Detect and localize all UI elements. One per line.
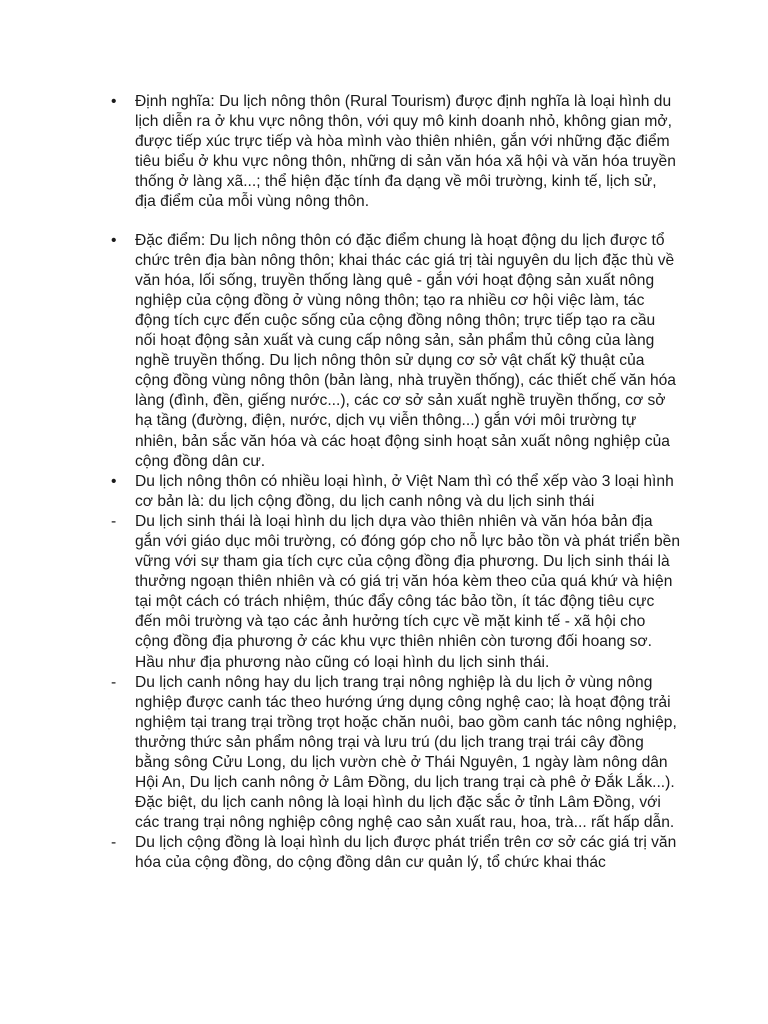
- list-item-ecotourism: [110, 512, 680, 673]
- dash-marker: -: [111, 673, 117, 691]
- paragraph-text: Định nghĩa: Du lịch nông thôn (Rural Tourism) được định nghĩa là loại hình du lịch diễn ra ở khu vực nông thôn, với quy mô kinh doanh nhỏ, không gian mở, được tiếp xúc trực tiếp và hòa mình vào thiên nhiên, gắn với những đặc điểm tiêu biểu ở khu vực nông thôn, những di sản văn hóa xã hội và văn hóa truyền thống ở làng xã...; thể hiện đặc tính đa dạng về môi trường, kinh tế, lịch sử, địa điểm của mỗi vùng nông thôn.: [135, 93, 676, 211]
- paragraph-text: Du lịch nông thôn có nhiều loại hình, ở Việt Nam thì có thể xếp vào 3 loại hình cơ bản là: du lịch cộng đồng, du lịch canh nông và du lịch sinh thái: [135, 472, 674, 510]
- bullet-marker: •: [111, 231, 117, 249]
- list-item-characteristics: [110, 231, 680, 472]
- bullet-marker: •: [111, 472, 117, 490]
- paragraph-text: Du lịch canh nông hay du lịch trang trại nông nghiệp là du lịch ở vùng nông nghiệp được canh tác theo hướng ứng dụng công nghệ cao; là hoạt động trải nghiệm tại trang trại trồng trọt hoặc chăn nuôi, bao gồm canh tác nông nghiệp, thưởng thức sản phẩm nông trại và lưu trú (du lịch trang trại trái cây đồng bằng sông Cửu Long, du lịch vườn chè ở Thái Nguyên, 1 ngày làm nông dân Hội An, Du lịch canh nông ở Lâm Đồng, du lịch trang trại cà phê ở Đắk Lắk...). Đặc biệt, du lịch canh nông là loại hình du lịch đặc sắc ở tỉnh Lâm Đồng, với các trang trại nông nghiệp công nghệ cao sản xuất rau, hoa, trà... rất hấp dẫn.: [135, 673, 677, 832]
- dash-marker: -: [111, 834, 117, 852]
- paragraph-gap: [110, 213, 680, 231]
- document-body: [110, 92, 680, 874]
- list-item-definition: [110, 92, 680, 213]
- list-item-types: [110, 472, 680, 512]
- list-item-community-tourism: [110, 833, 680, 873]
- paragraph-text: Đặc điểm: Du lịch nông thôn có đặc điểm chung là hoạt động du lịch được tổ chức trên địa bàn nông thôn; khai thác các giá trị tài nguyên du lịch đặc thù về văn hóa, lối sống, truyền thống làng quê - gắn với hoạt động sản xuất nông nghiệp của cộng đồng ở vùng nông thôn; tạo ra nhiều cơ hội việc làm, tác động tích cực đến cuộc sống của cộng đồng nông thôn; trực tiếp tạo ra cầu nối hoạt động sản xuất và cung cấp nông sản, sản phẩm thủ công của làng nghề truyền thống. Du lịch nông thôn sử dụng cơ sở vật chất kỹ thuật của cộng đồng vùng nông thôn (bản làng, nhà truyền thống), các thiết chế văn hóa làng (đình, đền, giếng nước...), các cơ sở sản xuất nghề truyền thống, cơ sở hạ tầng (đường, điện, nước, dịch vụ viễn thông...) gắn với môi trường tự nhiên, bản sắc văn hóa và các hoạt động sinh hoạt sản xuất nông nghiệp của cộng đồng dân cư.: [135, 231, 676, 470]
- dash-marker: -: [111, 512, 117, 530]
- list-item-agritourism: [110, 673, 680, 834]
- paragraph-text: Du lịch cộng đồng là loại hình du lịch được phát triển trên cơ sở các giá trị văn hóa của cộng đồng, do cộng đồng dân cư quản lý, tổ chức khai thác: [135, 834, 677, 872]
- bullet-marker: •: [111, 93, 117, 110]
- paragraph-text: Du lịch sinh thái là loại hình du lịch dựa vào thiên nhiên và văn hóa bản địa gắn với giáo dục môi trường, có đóng góp cho nỗ lực bảo tồn và phát triển bền vững với sự tham gia tích cực của cộng đồng địa phương. Du lịch sinh thái là thưởng ngoạn thiên nhiên và có giá trị văn hóa kèm theo của quá khứ và hiện tại một cách có trách nhiệm, thúc đẩy công tác bảo tồn, ít tác động tiêu cực đến môi trường và tạo các ảnh hưởng tích cực về mặt kinh tế - xã hội cho cộng đồng địa phương ở các khu vực thiên nhiên còn tương đối hoang sơ. Hầu như địa phương nào cũng có loại hình du lịch sinh thái.: [135, 512, 681, 671]
